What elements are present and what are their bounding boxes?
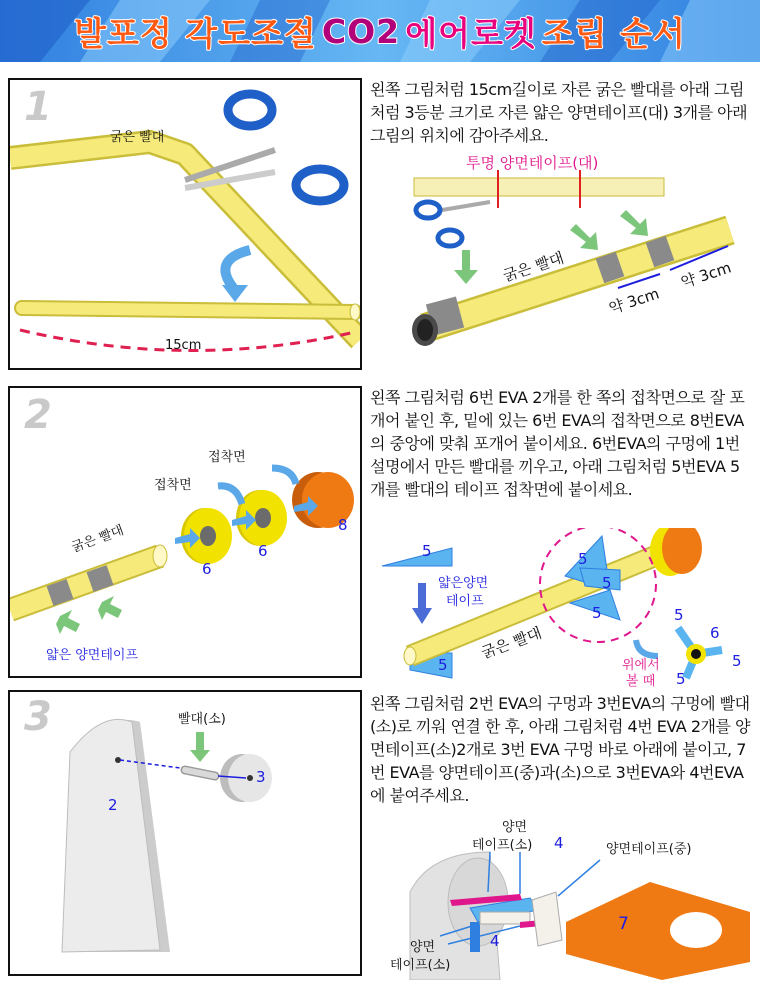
tape-small-bottom-line-2: 테이프(소) [390,958,451,973]
step3-illustration-panel [8,690,362,976]
view-label-line-2: 볼 때 [626,674,656,689]
step1-instruction: 왼쪽 그림처럼 15cm길이로 자른 굵은 빨대를 아래 그림처럼 3등분 크기로 자른 얇은 양면테이프(대) 3개를 아래 그림의 위치에 감아주세요. [370,80,748,145]
title-part-2: CO2 [321,11,401,51]
adhesive-label-1: 접착면 [208,450,246,465]
tape-mid-label: 양면테이프(중) [606,842,692,857]
step2-illustration-panel [8,386,362,678]
fin-number: 5 [422,542,432,560]
fin-number: 5 [578,550,588,568]
eva-number-6b: 6 [258,542,268,560]
distance-label-2: 약 3cm [678,258,734,292]
step3-figure [370,812,754,980]
step-number: 1 [24,84,52,130]
eva-number-3: 3 [256,768,266,786]
eva-number-8: 8 [338,516,348,534]
page-title [0,0,760,62]
title-part-3: 에어로켓 [405,13,537,53]
tape-small-top-line-2: 테이프(소) [472,838,533,853]
eva-number-4b: 4 [490,932,500,950]
step3-instruction: 왼쪽 그림처럼 2번 EVA의 구멍과 3번EVA의 구멍에 빨대(소)로 끼워 연결 한 후, 아래 그림처럼 4번 EVA 2개를 양면테이프(소)2개로 3번 EVA 구멍 바로 아래에 붙이고, 7번 EVA를 양면테이프(중)과(소)으로 3번EVA와 4번EVA에 붙여주세요. [370,694,750,805]
fin-number: 5 [674,606,684,624]
tape-small-bottom-line-1: 양면 [410,940,436,955]
fin-number: 5 [676,670,686,688]
step1-figure [370,150,754,370]
tape-label-line-1: 얇은양면 [438,576,489,591]
step3-illustration [10,692,362,976]
tape-label: 투명 양면테이프(대) [466,154,599,172]
step-number: 2 [24,392,52,438]
straw-label: 굵은 빨대 [500,248,567,286]
fin-number: 5 [732,652,742,670]
fin-number: 5 [438,656,448,674]
header-banner [0,0,760,62]
tape-label-line-2: 테이프 [446,594,484,609]
tape-small-top-line-1: 양면 [502,820,528,835]
step2-illustration [10,388,362,678]
title-part-4: 조립 순서 [541,13,686,53]
eva-number-4a: 4 [554,834,564,852]
step-number: 3 [24,694,52,740]
distance-label-1: 약 3cm [606,284,662,318]
length-label: 15cm [165,338,202,353]
straw-label: 굵은 빨대 [110,130,165,145]
curved-arrow-icon [222,250,250,302]
step2-instruction: 왼쪽 그림처럼 6번 EVA 2개를 한 쪽의 접착면으로 잘 포개어 붙인 후, 밑에 있는 6번 EVA의 접착면으로 8번EVA의 중앙에 맞춰 포개어 붙이세요. 6번EVA의 구멍에 1번 설명에서 만든 빨대를 끼우고, 아래 그림처럼 5번EVA 5개를 빨대의 테이프 접착면에 붙이세요. [370,388,745,499]
eva-number-7: 7 [618,914,629,934]
tape-label: 얇은 양면테이프 [46,648,139,663]
step2-figure [370,528,754,688]
scissors-icon [185,94,344,201]
center-number: 6 [710,624,720,642]
fin-number: 5 [592,604,602,622]
straw-label: 굵은 빨대 [69,523,126,556]
title-part-1: 발포정 각도조절 [74,13,317,53]
eva-number-6a: 6 [202,560,212,578]
straw-label: 빨대(소) [178,712,226,727]
step1-illustration-panel [8,78,362,370]
view-label-line-1: 위에서 [622,658,660,673]
eva-number-2: 2 [108,796,118,814]
step1-illustration [10,80,362,370]
adhesive-label-2: 접착면 [154,478,192,493]
straw-label: 굵은 빨대 [478,623,545,663]
scissors-icon [416,202,490,246]
fin-number: 5 [602,574,612,592]
